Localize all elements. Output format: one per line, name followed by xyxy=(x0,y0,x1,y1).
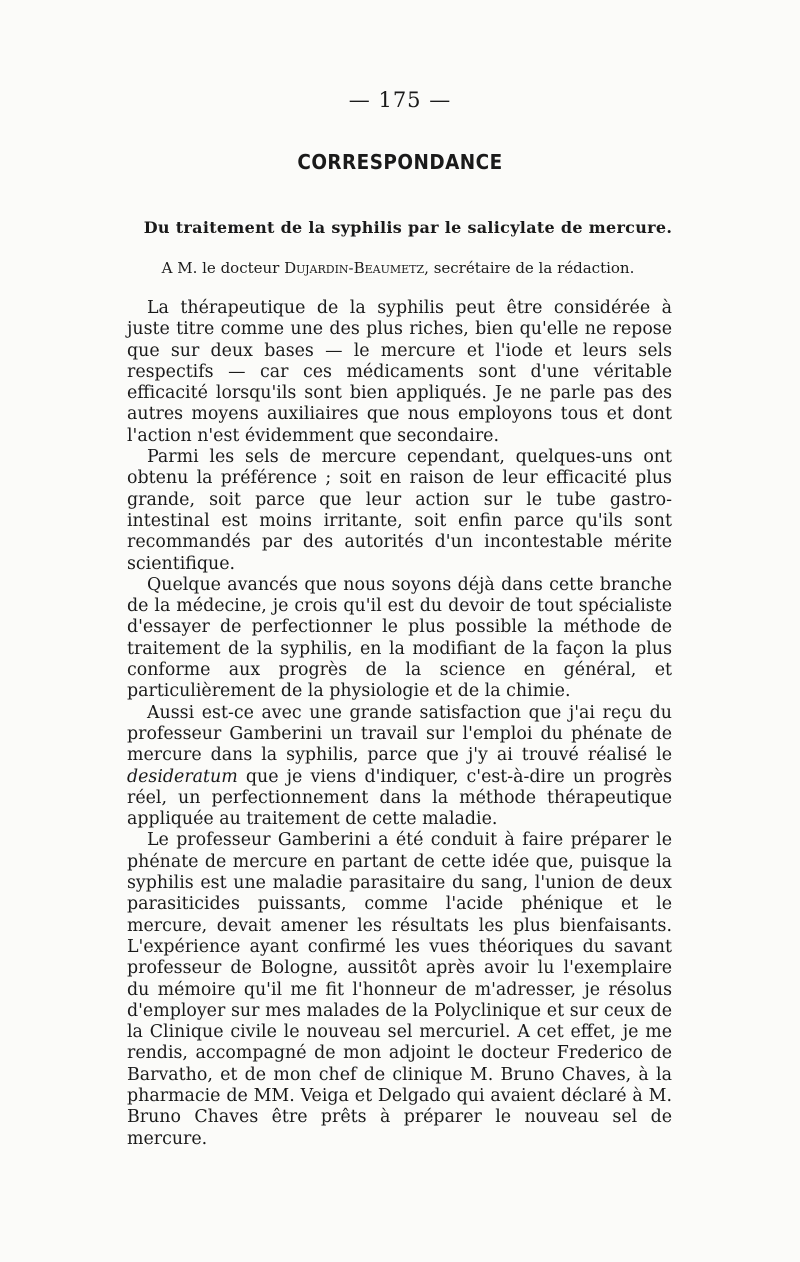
paragraph-4 xyxy=(127,703,672,831)
addressee-line xyxy=(128,259,668,277)
paragraph-5: Le professeur Gamberini a été conduit à faire préparer le phénate de mercure en partant de cette idée que, puisque la syphilis est une maladie parasitaire du sang, l'union de deux parasiticides puissants, comme l'acide phénique et le mercure, devait amener les résultats les plus bienfaisants. L'expérience ayant confirmé les vues théoriques du savant professeur de Bologne, aussitôt après avoir lu l'exemplaire du mémoire qu'il me fit l'honneur de m'adresser, je résolus d'employer sur mes malades de la Polyclinique et sur ceux de la Clinique civile le nouveau sel mercuriel. A cet effet, je me rendis, accompagné de mon adjoint le docteur Frederico de Barvatho, et de mon chef de clinique M. Bruno Chaves, à la pharmacie de MM. Veiga et Delgado qui avaient déclaré à M. Bruno Chaves être prêts à préparer le nouveau sel de mercure. xyxy=(127,830,672,1149)
paragraph-4-italic-term: desideratum xyxy=(127,766,238,787)
page-number: — 175 — xyxy=(348,88,452,112)
addressee-name: Dujardin-Beaumetz xyxy=(284,259,425,277)
paragraph-1: La thérapeutique de la syphilis peut être considérée à juste titre comme une des plus riches, bien qu'elle ne repose que sur deux bases — le mercure et l'iode et leurs sels respectifs — car ces médicaments sont d'une véritable efficacité lorsqu'ils sont bien appliqués. Je ne parle pas des autres moyens auxiliaires que nous employons tous et dont l'action n'est évidemment que secondaire. xyxy=(127,298,672,446)
paragraph-2: Parmi les sels de mercure cependant, quelques-uns ont obtenu la préférence ; soit en raison de leur efficacité plus grande, soit parce que leur action sur le tube gastro-intestinal est moins irritante, soit enfin parce qu'ils sont recommandés par des autorités d'un incontestable mérite scientifique. xyxy=(127,447,672,574)
paragraph-4-start: Aussi est-ce avec une grande satisfaction que j'ai reçu du professeur Gamberini un travail sur l'emploi du phénate de mercure dans la syphilis, parce que j'y ai trouvé réalisé le xyxy=(127,702,672,766)
section-title: CORRESPONDANCE xyxy=(297,150,503,174)
article-title: Du traitement de la syphilis par le salicylate de mercure. xyxy=(143,218,673,237)
addressee-prefix: A M. le docteur xyxy=(161,259,280,277)
article-body xyxy=(127,298,672,1150)
paragraph-4-end: que je viens d'indiquer, c'est-à-dire un progrès réel, un perfectionnement dans la méthode thérapeutique appliquée au traitement de cette maladie. xyxy=(127,766,672,830)
paragraph-3: Quelque avancés que nous soyons déjà dans cette branche de la médecine, je crois qu'il est du devoir de tout spécialiste d'essayer de perfectionner le plus possible la méthode de traitement de la syphilis, en la modifiant de la façon la plus conforme aux progrès de la science en général, et particulièrement de la physiologie et de la chimie. xyxy=(127,574,672,702)
addressee-suffix: , secrétaire de la rédaction. xyxy=(424,259,635,277)
